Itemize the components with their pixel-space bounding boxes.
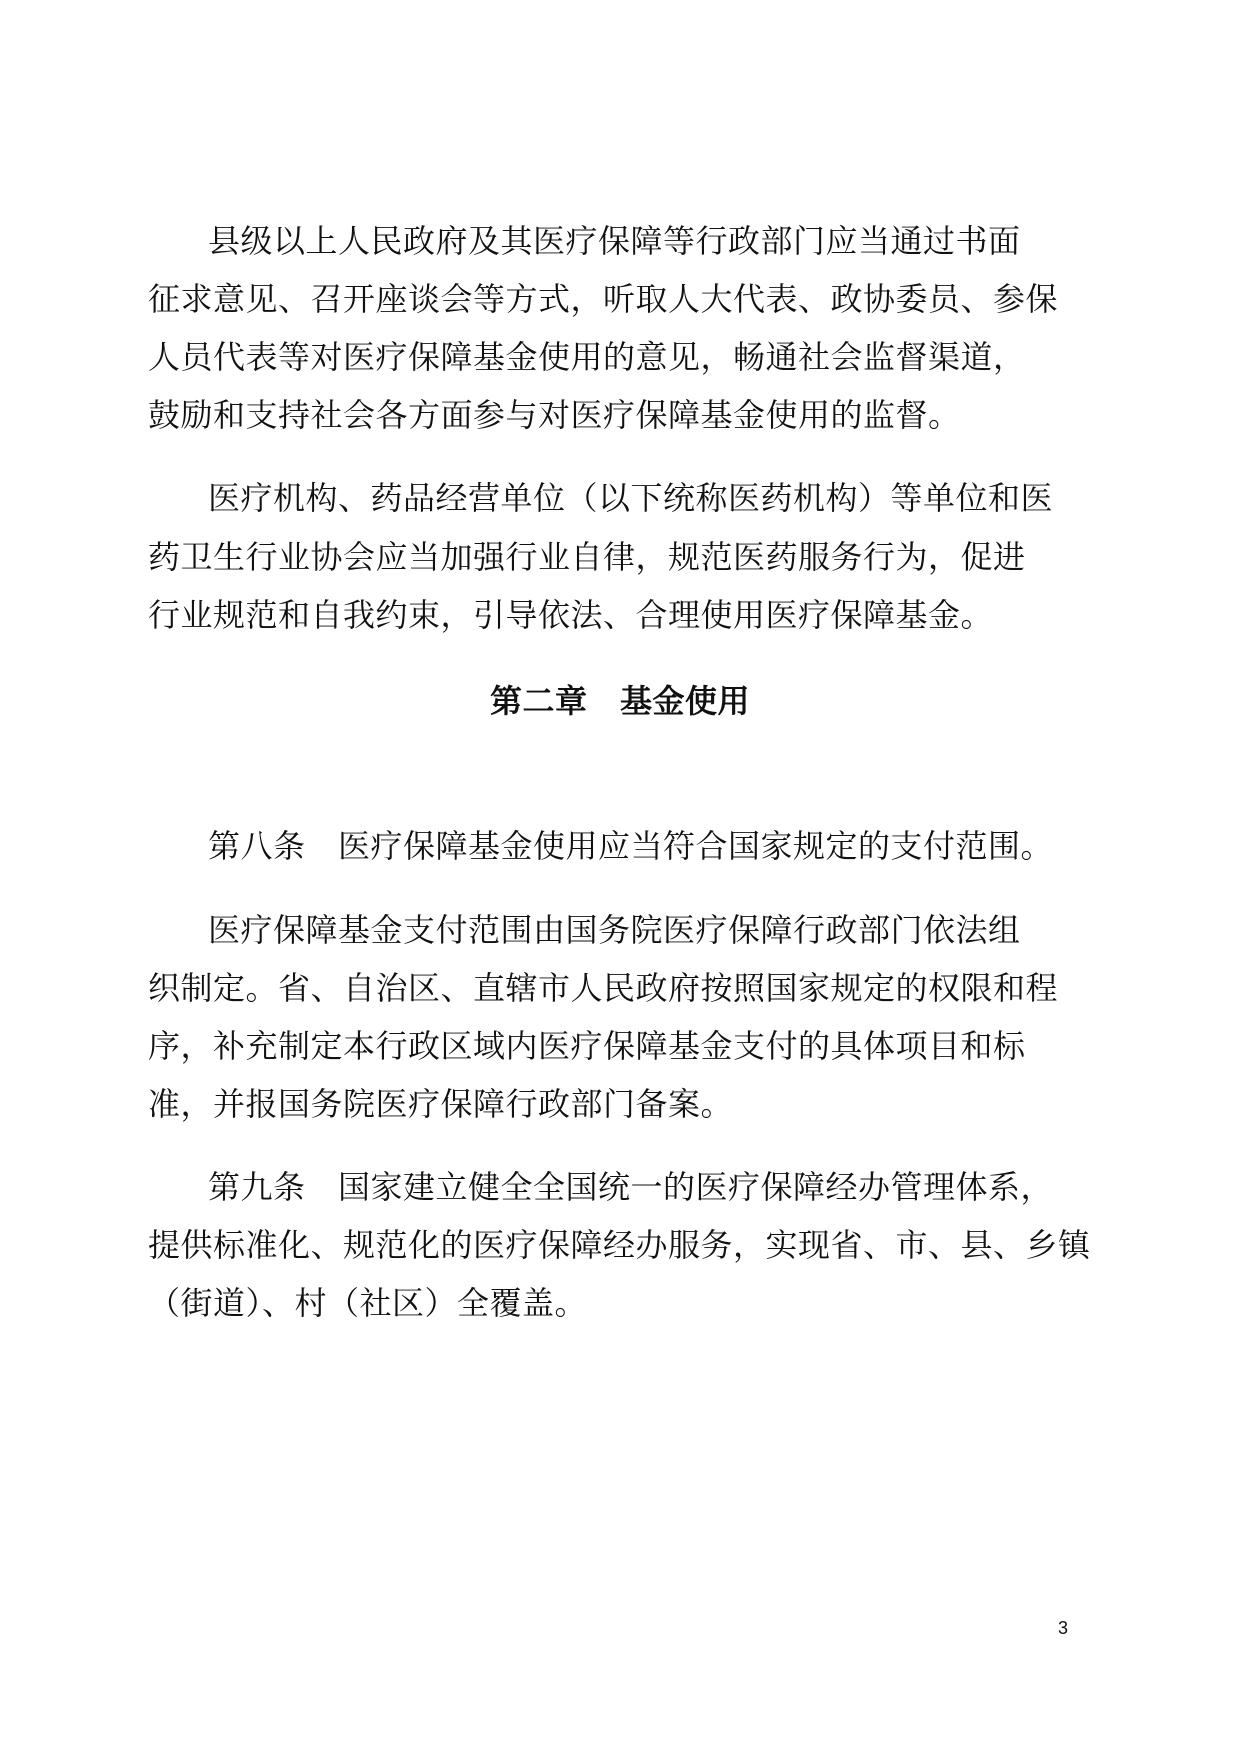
paragraph-line: 人员代表等对医疗保障基金使用的意见，畅通社会监督渠道， xyxy=(148,338,1026,376)
paragraph-line: 医疗保障基金支付范围由国务院医疗保障行政部门依法组 xyxy=(208,911,1021,949)
article-line: 提供标准化、规范化的医疗保障经办服务，实现省、市、县、乡镇 xyxy=(148,1226,1091,1264)
article-line: 第八条 医疗保障基金使用应当符合国家规定的支付范围。 xyxy=(208,827,1054,865)
paragraph-line: 县级以上人民政府及其医疗保障等行政部门应当通过书面 xyxy=(208,222,1021,260)
chapter-heading: 第二章 基金使用 xyxy=(489,682,750,720)
paragraph-line: 准，并报国务院医疗保障行政部门备案。 xyxy=(148,1085,734,1123)
page-number: 3 xyxy=(1058,1618,1069,1638)
paragraph-line: 行业规范和自我约束，引导依法、合理使用医疗保障基金。 xyxy=(148,596,994,634)
paragraph-line: 药卫生行业协会应当加强行业自律，规范医药服务行为，促进 xyxy=(148,538,1026,576)
paragraph-line: 鼓励和支持社会各方面参与对医疗保障基金使用的监督。 xyxy=(148,396,961,434)
article-line: （街道）、村（社区）全覆盖。 xyxy=(148,1284,588,1322)
paragraph-line: 征求意见、召开座谈会等方式，听取人大代表、政协委员、参保 xyxy=(148,280,1059,318)
article-line: 第九条 国家建立健全全国统一的医疗保障经办管理体系， xyxy=(208,1168,1054,1206)
paragraph-line: 医疗机构、药品经营单位（以下统称医药机构）等单位和医 xyxy=(208,479,1054,517)
paragraph-line: 序，补充制定本行政区域内医疗保障基金支付的具体项目和标 xyxy=(148,1027,1026,1065)
paragraph-line: 织制定。省、自治区、直辖市人民政府按照国家规定的权限和程 xyxy=(148,969,1059,1007)
